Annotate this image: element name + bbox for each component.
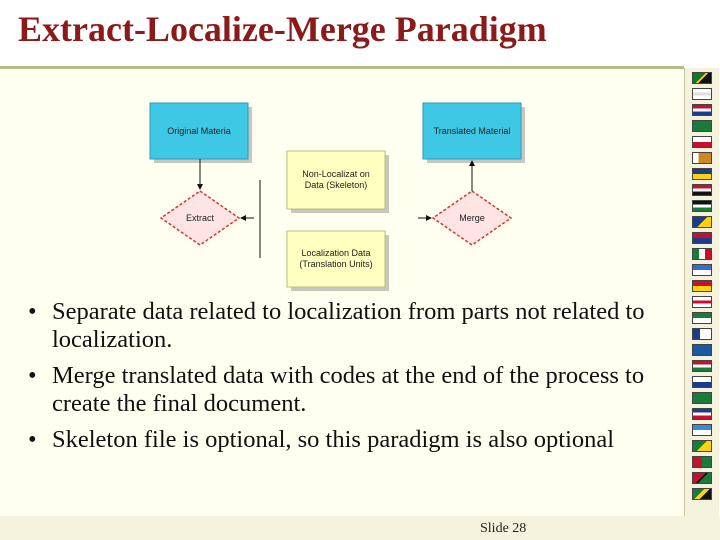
- flag-icon: [692, 200, 712, 212]
- merge-label: Merge: [459, 213, 485, 223]
- flag-icon: [692, 408, 712, 420]
- flag-icon: [692, 296, 712, 308]
- title-divider: [0, 66, 684, 69]
- flag-icon: [692, 264, 712, 276]
- flag-icon: [692, 280, 712, 292]
- units-label-1: Localization Data: [301, 248, 371, 258]
- flag-icon: [692, 152, 712, 164]
- slide-title: Extract-Localize-Merge Paradigm: [18, 9, 547, 49]
- skeleton-label-2: Data (Skeleton): [304, 180, 368, 190]
- bullet-list: [28, 298, 668, 462]
- footer-strip: [0, 516, 720, 540]
- flag-icon: [692, 120, 712, 132]
- flag-icon: [692, 88, 712, 100]
- flag-icon: [692, 248, 712, 260]
- flag-icon: [692, 328, 712, 340]
- flag-icon: [692, 312, 712, 324]
- extract-label: Extract: [185, 213, 215, 223]
- translated-material-label: Translated Material: [433, 126, 511, 136]
- bullet-item: • Separate data related to localization from parts not related to localization.: [28, 298, 668, 354]
- flag-icon: [692, 216, 712, 228]
- flag-icon: [692, 440, 712, 452]
- flag-icon: [692, 472, 712, 484]
- flag-icon: [692, 232, 712, 244]
- flag-icon: [692, 456, 712, 468]
- flag-icon: [692, 344, 712, 356]
- flag-icon: [692, 392, 712, 404]
- flag-icon: [692, 488, 712, 500]
- bullet-item: • Skeleton file is optional, so this paradigm is also optional: [28, 426, 668, 454]
- bullet-item: • Merge translated data with codes at the end of the process to create the final document.: [28, 362, 668, 418]
- flag-icon: [692, 72, 712, 84]
- flag-icon: [692, 424, 712, 436]
- original-material-label: Original Materia: [167, 126, 231, 136]
- flag-icon: [692, 360, 712, 372]
- flag-icon: [692, 376, 712, 388]
- flag-icon: [692, 104, 712, 116]
- title-bar: [0, 0, 720, 68]
- units-label-2: (Translation Units): [299, 259, 373, 269]
- flag-icon: [692, 168, 712, 180]
- flag-icon: [692, 136, 712, 148]
- paradigm-diagram: [120, 78, 560, 298]
- flag-strip: [684, 68, 719, 516]
- slide-number: Slide 28: [480, 521, 527, 536]
- skeleton-label-1: Non-Localizat on: [302, 169, 370, 179]
- flag-icon: [692, 184, 712, 196]
